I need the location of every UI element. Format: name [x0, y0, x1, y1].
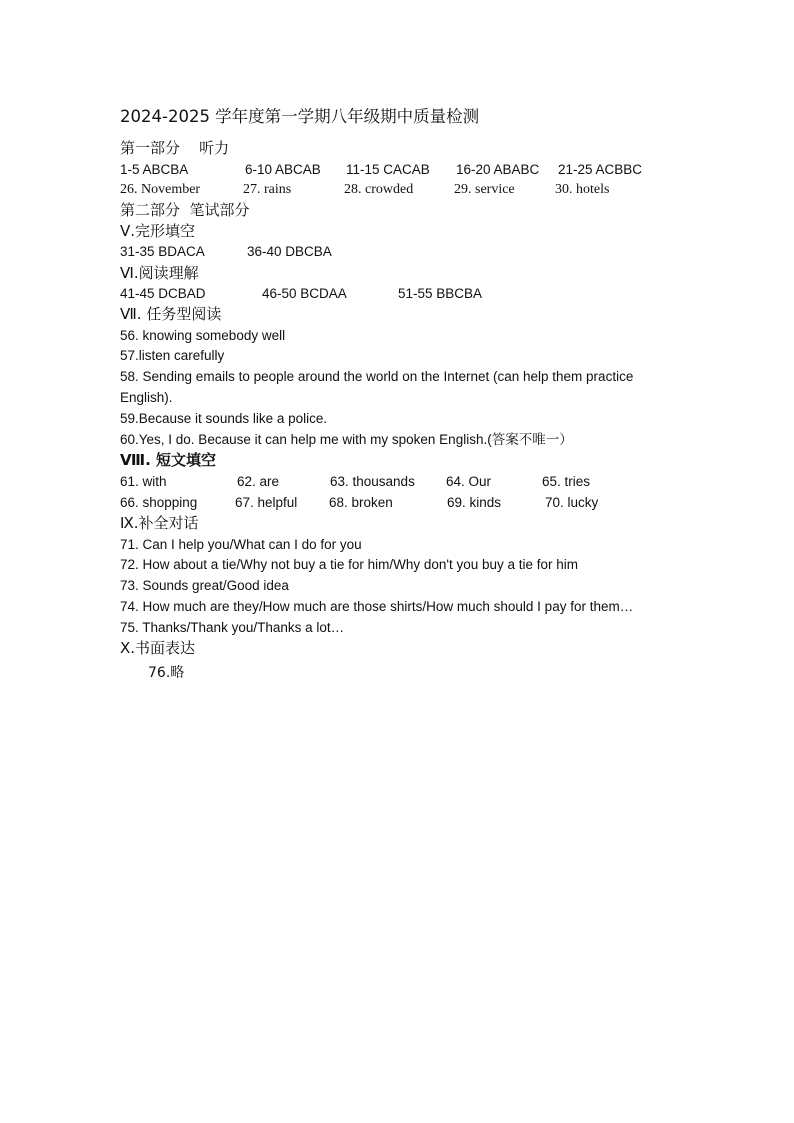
answer-74: 74. How much are they/How much are those shirts/How much should I pay for them…: [120, 599, 634, 614]
answer-28: 28. crowded: [344, 182, 414, 197]
section9-heading: Ⅸ.补全对话: [120, 514, 199, 532]
answer-73: 73. Sounds great/Good idea: [120, 578, 289, 593]
answer-62: 62. are: [237, 474, 280, 489]
section6-heading: Ⅵ.阅读理解: [120, 264, 199, 282]
answer-59: 59.Because it sounds like a police.: [120, 411, 328, 426]
answer-30: 30. hotels: [555, 182, 610, 197]
section10-heading: Ⅹ.书面表达: [120, 639, 196, 657]
answer-46-50: 46-50 BCDAA: [262, 286, 347, 301]
part2-heading: 第二部分 笔试部分: [120, 201, 250, 219]
section7-heading: Ⅶ. 任务型阅读: [120, 305, 222, 323]
page-title: 2024-2025 学年度第一学期八年级期中质量检测: [120, 107, 480, 126]
answer-63: 63. thousands: [330, 474, 415, 489]
answer-69: 69. kinds: [447, 495, 502, 510]
answer-36-40: 36-40 DBCBA: [247, 244, 332, 259]
answer-61: 61. with: [120, 474, 167, 489]
answer-57: 57.listen carefully: [120, 348, 225, 363]
answer-72: 72. How about a tie/Why not buy a tie for him/Why don't you buy a tie for him: [120, 557, 579, 572]
answer-58: 58. Sending emails to people around the world on the Internet (can help them practice: [120, 369, 634, 384]
answer-16-20: 16-20 ABABC: [456, 162, 540, 177]
answer-71: 71. Can I help you/What can I do for you: [120, 537, 362, 552]
answer-76: 76.略: [148, 665, 185, 681]
answer-27: 27. rains: [243, 182, 292, 197]
answer-60: 60.Yes, I do. Because it can help me with my spoken English.(答案不唯一）: [120, 432, 573, 447]
answer-65: 65. tries: [542, 474, 591, 489]
answer-75: 75. Thanks/Thank you/Thanks a lot…: [120, 620, 345, 635]
answer-26: 26. November: [120, 182, 201, 197]
answer-67: 67. helpful: [235, 495, 298, 510]
answer-66: 66. shopping: [120, 495, 198, 510]
section5-heading: Ⅴ.完形填空: [120, 222, 196, 240]
answer-31-35: 31-35 BDACA: [120, 244, 205, 259]
answer-11-15: 11-15 CACAB: [346, 162, 430, 177]
section8-heading: Ⅷ. 短文填空: [120, 451, 217, 469]
part1-heading: 第一部分 听力: [120, 139, 230, 157]
answer-51-55: 51-55 BBCBA: [398, 286, 483, 301]
answer-56: 56. knowing somebody well: [120, 328, 286, 343]
answer-41-45: 41-45 DCBAD: [120, 286, 206, 301]
answer-58-continued: English).: [120, 390, 173, 405]
answer-70: 70. lucky: [545, 495, 599, 510]
answer-29: 29. service: [454, 182, 515, 197]
answer-64: 64. Our: [446, 474, 492, 489]
answer-6-10: 6-10 ABCAB: [245, 162, 321, 177]
answer-1-5: 1-5 ABCBA: [120, 162, 189, 177]
answer-21-25: 21-25 ACBBC: [558, 162, 643, 177]
answer-68: 68. broken: [329, 495, 393, 510]
